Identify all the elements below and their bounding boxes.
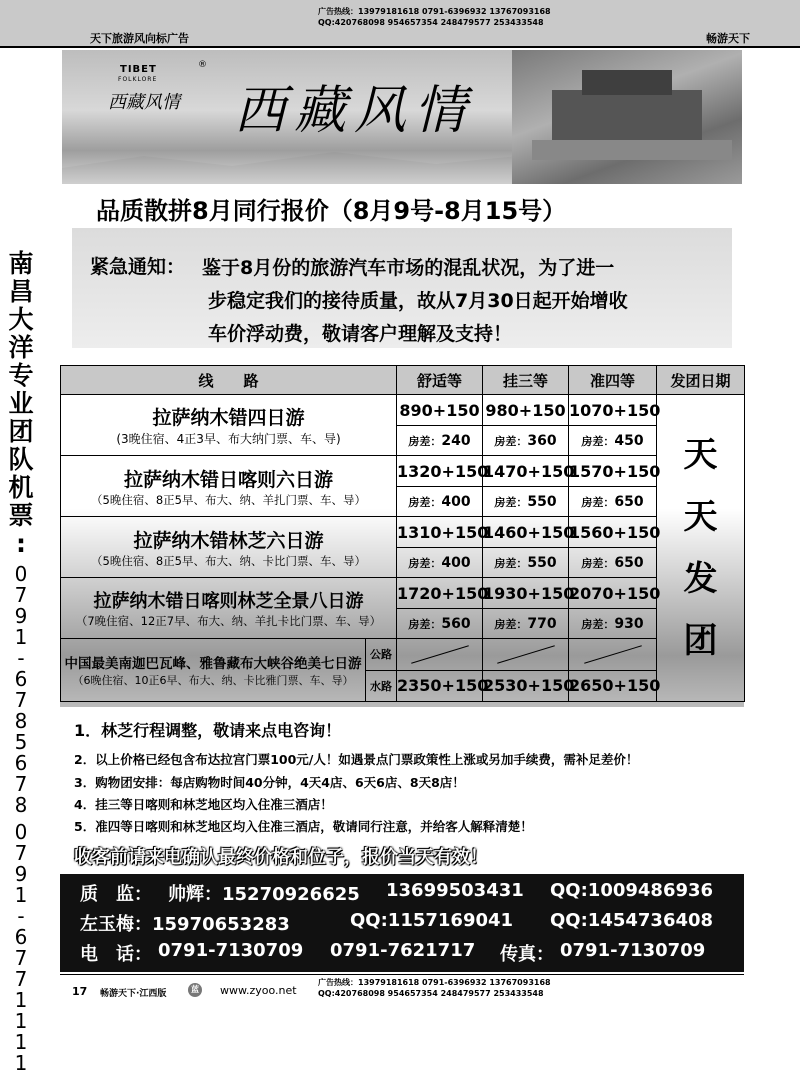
table-row: [61, 639, 745, 671]
banner-title: 西藏风情: [234, 81, 475, 141]
note-item: 4．挂三等日喀则和林芝地区均入住准三酒店！: [74, 797, 333, 812]
sidebar-digit: 6: [14, 667, 28, 691]
sidebar-ticket-ad: [4, 250, 38, 1074]
sidebar-digit: 5: [14, 730, 28, 754]
sidebar-digit: 1: [14, 883, 28, 907]
table-row: 房差：400 房差：550 房差：650: [61, 548, 745, 578]
sidebar-digit: 7: [14, 841, 28, 865]
header-depart-date: 发团日期: [657, 366, 745, 395]
no-price-slash: [584, 645, 642, 663]
header-route: 线 路: [61, 366, 397, 395]
note-item: 2．以上价格已经包含布达拉宫门票100元/人！如遇景点门票政策性上涨或另加手续费，需补足差价！: [74, 752, 639, 767]
footer-hotline: 广告热线：13979181618 0791-6396932 13767093168 QQ:420768098 954657354 248479577 253433548: [318, 978, 551, 998]
potala-palace-image: [512, 50, 742, 184]
depart-daily-text: [657, 424, 744, 672]
sidebar-digit: 1: [14, 625, 28, 649]
sidebar-char: 专: [8, 361, 34, 390]
sidebar-digit: 8: [14, 793, 28, 817]
sidebar-digit: 6: [14, 925, 28, 949]
depart-char: 团: [683, 621, 718, 661]
notice-body: 鉴于8月份的旅游汽车市场的混乱状况，为了进一 步稳定我们的接待质量，故从7月30日起开始增收 车价浮动费，敬请客户理解及支持！: [202, 257, 628, 345]
notice-label: 紧急通知：: [90, 256, 186, 278]
banner: [62, 50, 742, 184]
sidebar-char: 大: [8, 305, 34, 334]
sidebar-phone-2: [4, 822, 38, 1074]
urgent-notice: [72, 228, 732, 348]
no-price-slash: [411, 645, 469, 663]
sidebar-digit: 9: [14, 862, 28, 886]
sidebar-char: 票: [8, 501, 34, 530]
header-right-text: 畅游天下: [706, 32, 750, 45]
table-row: 拉萨纳木错日喀则林芝全景八日游 （7晚住宿、12正7早、布大、纳、羊扎卡比门票、车、导） 1720+150 1930+150 2070+150: [61, 578, 745, 609]
sidebar-digit: 7: [14, 967, 28, 991]
sidebar-digit: 1: [14, 1030, 28, 1054]
confirm-notice: 收客前请来电确认最终价格和位子，报价当天有效！: [74, 847, 488, 868]
header-hotline: 广告热线：13979181618 0791-6396932 13767093168 QQ:420768098 954657354 248479577 253433548: [318, 7, 551, 27]
region-badge: 蓝: [188, 983, 202, 997]
table-row: 拉萨纳木错林芝六日游 （5晚住宿、8正5早、布大、纳、卡比门票、车、导） 1310+150 1460+150 1560+150: [61, 517, 745, 548]
sidebar-char: 南: [8, 249, 34, 278]
note-item: 1．林芝行程调整，敬请来点电咨询！: [74, 721, 342, 740]
table-row: 拉萨纳木错四日游 (3晚住宿、4正3早、布大纳门票、车、导) 890+150 980+150 1070+150 天 天 发 团: [61, 395, 745, 426]
route-cell-special: 中国最美南迦巴瓦峰、雅鲁藏布大峡谷绝美七日游 （6晚住宿、10正6早、布大、纳、卡比雅门票、车、导） 公路 水路: [61, 639, 397, 702]
mode-water: 水路: [370, 679, 392, 693]
table-header-row: [61, 366, 745, 395]
sidebar-digit: 7: [14, 688, 28, 712]
sidebar-char: :: [16, 529, 26, 558]
sidebar-digit: -: [17, 646, 25, 670]
table-row: 拉萨纳木错日喀则六日游 （5晚住宿、8正5早、布大、纳、羊扎门票、车、导） 1320+150 1470+150 1570+150: [61, 456, 745, 487]
sidebar-digit: 8: [14, 709, 28, 733]
mode-road: 公路: [366, 639, 396, 671]
contact-box: 质 监： 帅辉：15270926625 13699503431 QQ:1009486936 左玉梅：15970653283 QQ:1157169041 QQ:1454736408 电 话： 0791-7130709 0791-7621717 传真： 0791-7130709: [60, 874, 744, 972]
depart-char: 发: [683, 559, 718, 599]
sidebar-digit: 6: [14, 751, 28, 775]
depart-cell: [657, 395, 745, 702]
sidebar-digit: 1: [14, 988, 28, 1012]
sidebar-digit: 1: [14, 1051, 28, 1075]
sidebar-digit: 1: [14, 1009, 28, 1033]
footer-url: www.zyoo.net: [220, 984, 297, 997]
sidebar-char: 业: [8, 389, 34, 418]
depart-char: 天: [683, 497, 718, 537]
sidebar-char: 机: [8, 473, 34, 502]
page-footer: [60, 974, 744, 1005]
sidebar-digit: 7: [14, 946, 28, 970]
tibet-folklore-logo: TIBET FOLKLORE ® 西藏风情: [108, 60, 207, 113]
sidebar-char: 队: [8, 445, 34, 474]
route-cell: 拉萨纳木错四日游 (3晚住宿、4正3早、布大纳门票、车、导): [61, 395, 397, 456]
no-price-slash: [497, 645, 555, 663]
sidebar-phone-1: [4, 564, 38, 816]
sidebar-char: 洋: [8, 333, 34, 362]
page-header: [0, 0, 800, 48]
price-table-section: [60, 365, 744, 707]
table-row: 2350+150 2530+150 2650+150: [61, 670, 745, 702]
sidebar-digit: 0: [14, 562, 28, 586]
sidebar-digit: 7: [14, 772, 28, 796]
page-number: 17: [72, 985, 88, 998]
sidebar-digit: -: [17, 904, 25, 928]
sidebar-char: 昌: [8, 277, 34, 306]
page-title: 品质散拼8月同行报价（8月9号-8月15号）: [96, 197, 567, 225]
price-table: [60, 365, 745, 702]
route-cell: 拉萨纳木错林芝六日游 （5晚住宿、8正5早、布大、纳、卡比门票、车、导）: [61, 517, 397, 578]
route-cell: 拉萨纳木错日喀则林芝全景八日游 （7晚住宿、12正7早、布大、纳、羊扎卡比门票、车、导）: [61, 578, 397, 639]
depart-char: 天: [683, 435, 718, 475]
footer-brand: 畅游天下·江西版: [100, 989, 167, 999]
sidebar-digit: 9: [14, 604, 28, 628]
table-row: 房差：240 房差：360 房差：450: [61, 426, 745, 456]
sidebar-digit: 0: [14, 820, 28, 844]
route-cell: 拉萨纳木错日喀则六日游 （5晚住宿、8正5早、布大、纳、羊扎门票、车、导）: [61, 456, 397, 517]
table-row: 房差：560 房差：770 房差：930: [61, 609, 745, 639]
header-three-star: 挂三等: [483, 366, 569, 395]
note-item: 3．购物团安排：每店购物时间40分钟，4天4店、6天6店、8天8店！: [74, 775, 465, 790]
sidebar-text: [4, 250, 38, 558]
header-comfort: 舒适等: [397, 366, 483, 395]
header-four-star: 准四等: [569, 366, 657, 395]
table-row: 房差：400 房差：550 房差：650: [61, 487, 745, 517]
sidebar-digit: 7: [14, 583, 28, 607]
header-left-text: 天下旅游风向标广告: [90, 32, 189, 45]
sidebar-char: 团: [8, 417, 34, 446]
note-item: 5．准四等日喀则和林芝地区均入住准三酒店，敬请同行注意，并给客人解释清楚！: [74, 819, 533, 834]
